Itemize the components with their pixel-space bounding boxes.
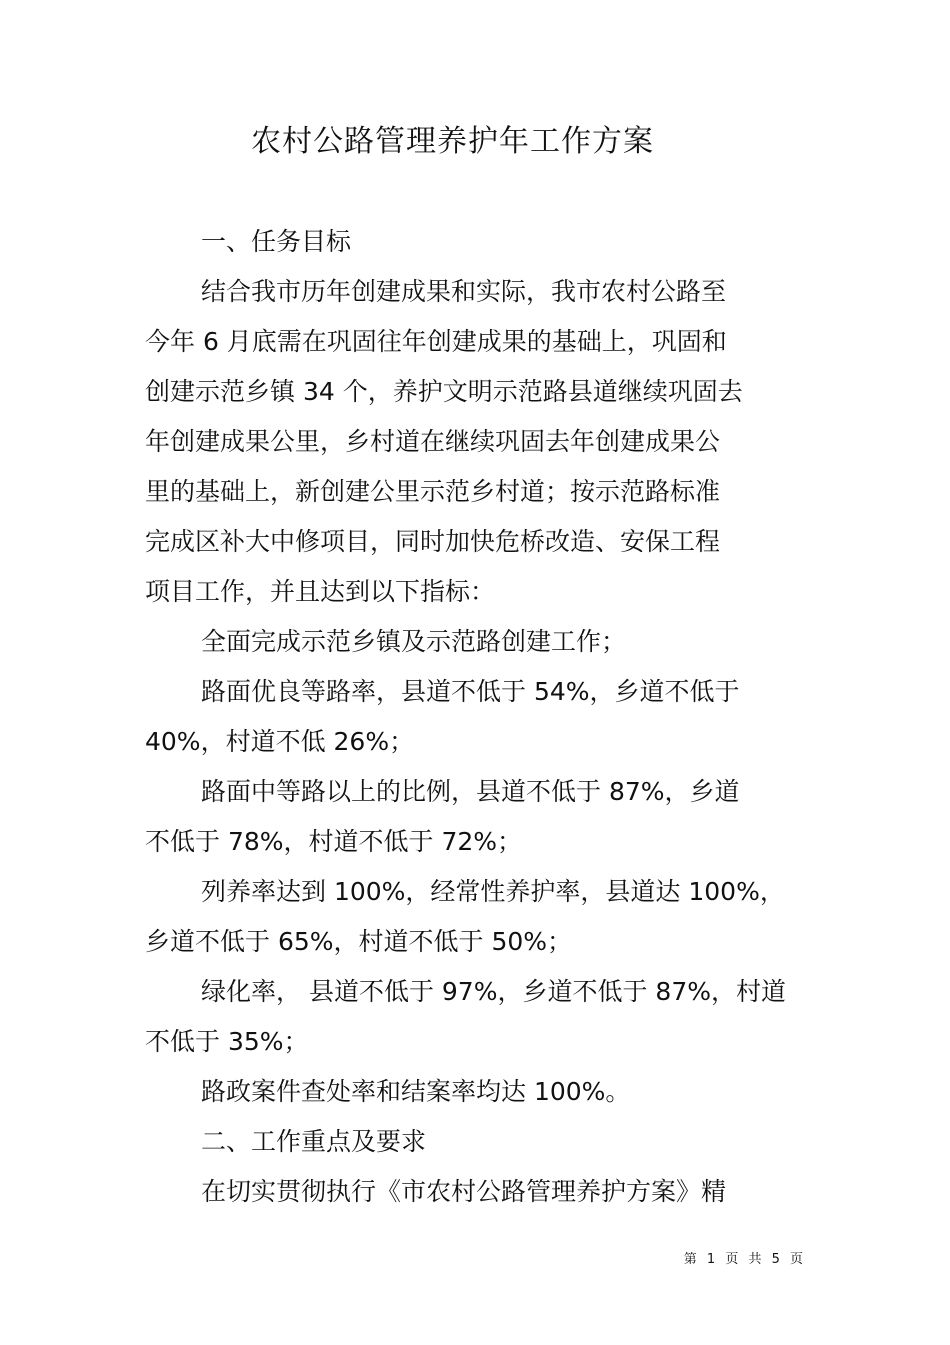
indicator-line-5: 绿化率， 县道不低于 97%，乡道不低于 87%，村道 [201,977,786,1006]
indicator-line-3: 路面中等路以上的比例，县道不低于 87%，乡道 [201,777,740,806]
paragraph-line-3: 创建示范乡镇 34 个，养护文明示范路县道继续巩固去 [145,377,743,406]
indicator-line-2: 路面优良等路率，县道不低于 54%，乡道不低于 [201,677,740,706]
indicator-line-4: 列养率达到 100%，经常性养护率，县道达 100%， [201,877,785,906]
indicator-line-1: 全面完成示范乡镇及示范路创建工作； [201,627,627,656]
paragraph-line-4: 年创建成果公里，乡村道在继续巩固去年创建成果公 [145,427,721,456]
paragraph-line-5: 里的基础上，新创建公里示范乡村道；按示范路标准 [145,477,721,506]
indicator-line-5-cont: 不低于 35%； [145,1027,309,1056]
indicator-line-3-cont: 不低于 78%，村道不低于 72%； [145,827,523,856]
paragraph-line-8: 在切实贯彻执行《市农村公路管理养护方案》精 [201,1177,727,1206]
page-number-footer: 第 1 页 共 5 页 [683,1252,806,1267]
indicator-line-6: 路政案件查处率和结案率均达 100%。 [201,1077,631,1106]
indicator-line-2-cont: 40%，村道不低 26%； [145,727,415,756]
paragraph-line-1: 结合我市历年创建成果和实际，我市农村公路至 [201,277,727,306]
paragraph-line-7: 项目工作，并且达到以下指标： [145,577,496,606]
section-heading-1: 一、任务目标 [201,227,352,256]
indicator-line-4-cont: 乡道不低于 65%，村道不低于 50%； [145,927,573,956]
document-title: 农村公路管理养护年工作方案 [251,124,654,159]
paragraph-line-6: 完成区补大中修项目，同时加快危桥改造、安保工程 [145,527,721,556]
paragraph-line-2: 今年 6 月底需在巩固往年创建成果的基础上，巩固和 [145,327,727,356]
section-heading-2: 二、工作重点及要求 [201,1127,427,1156]
